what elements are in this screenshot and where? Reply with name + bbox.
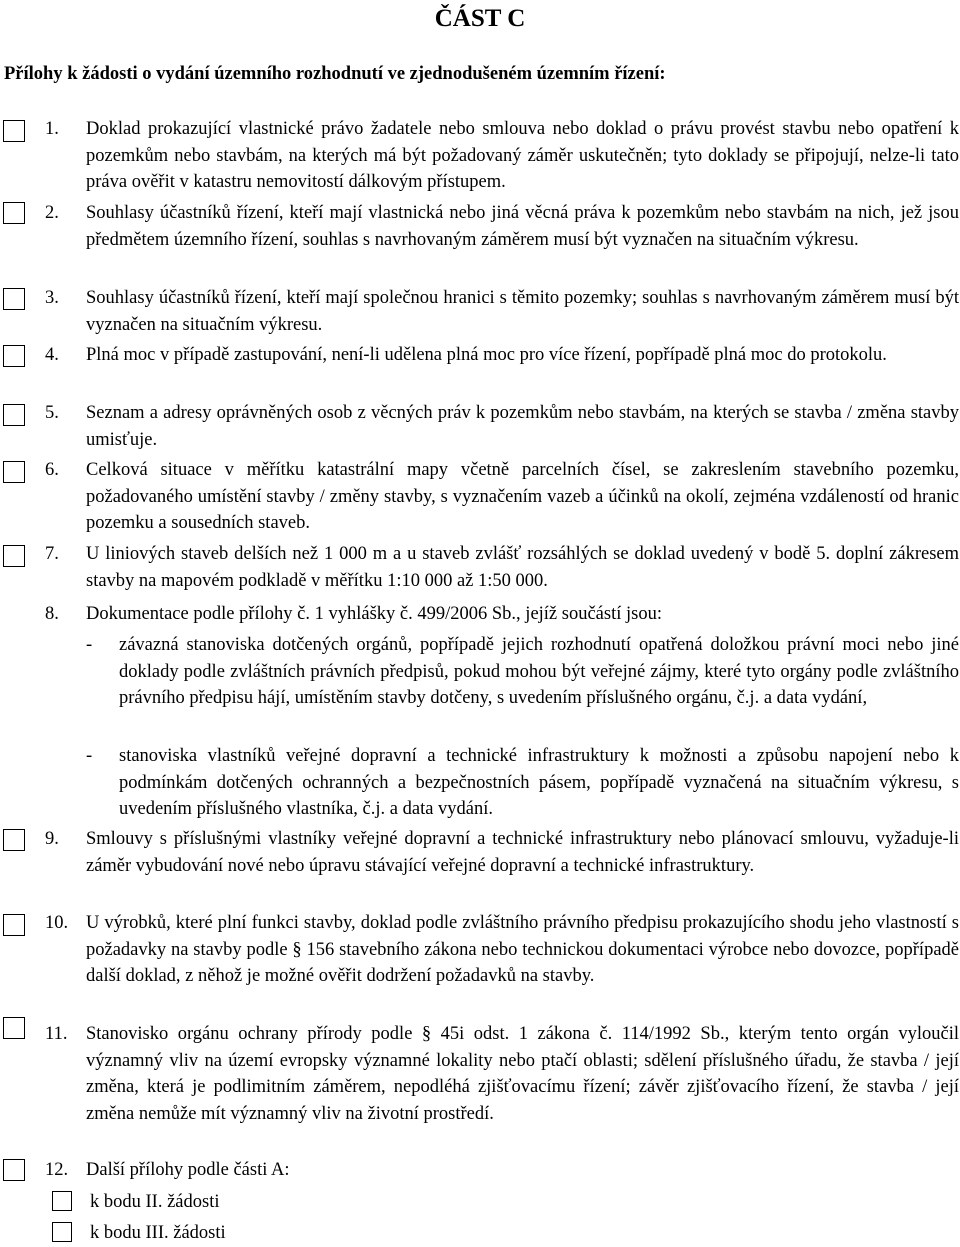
checkbox-item-10[interactable] [3,914,25,936]
item-number: 5. [45,403,59,423]
sub-item-text: stanoviska vlastníků veřejné dopravní a technické infrastruktury k možnosti a způsobu napojení nebo k podmínkám dotčených ochranných a bezpečnostních pásem, popřípadě vyznačená na situačním výkresu, s uvedením příslušného vlastníka, č.j. a data vydání. [119,746,959,819]
checkbox-item-9[interactable] [3,829,25,851]
sub-item-text: závazná stanoviska dotčených orgánů, popřípadě jejich rozhodnutí opatřená doložkou právní moci nebo jiné doklady podle zvláštních právních předpisů, pokud mohou být veřejné zájmy, které tyto orgány podle zvláštního právního předpisu hájí, umístěním stavby dotčeny, s uvedením příslušného orgánu, č.j. a data vydání, [119,635,959,708]
item-text: Dokumentace podle přílohy č. 1 vyhlášky č. 499/2006 Sb., jejíž součástí jsou: [86,604,662,624]
item-text: Další přílohy podle části A: [86,1160,290,1180]
dash-bullet: - [86,635,93,655]
item-text: Seznam a adresy oprávněných osob z věcných práv k pozemkům nebo stavbám, na kterých se stavba / změna stavby umisťuje. [86,403,959,450]
item-text: Souhlasy účastníků řízení, kteří mají společnou hranici s těmito pozemky; souhlas s navrhovaným záměrem musí být vyznačen na situačním výkresu. [86,288,959,335]
item-text: Celková situace v měřítku katastrální mapy včetně parcelních čísel, se zakreslením stavebního pozemku, požadovaného umístění stavby / změny stavby, s vyznačením vazeb a účinků na okolí, zejména vzdáleností od hranic pozemku a sousedních staveb. [86,460,959,533]
item-number: 7. [45,544,59,564]
item-number: 3. [45,288,59,308]
checkbox-item-12[interactable] [3,1159,25,1181]
item-text: U liniových staveb delších než 1 000 m a u staveb zvlášť rozsáhlých se doklad uvedený v bodě 5. doplní zákresem stavby na mapovém podkladě v měřítku 1:10 000 až 1:50 000. [86,544,959,591]
dash-bullet: - [86,746,93,766]
checkbox-bod-iii[interactable] [52,1222,72,1242]
extra-option-1 [0,1189,400,1215]
item-number: 12. [45,1160,69,1180]
extra-option-2 [0,1220,400,1246]
checkbox-item-11[interactable] [3,1017,25,1039]
item-text: Smlouvy s příslušnými vlastníky veřejné dopravní a technické infrastruktury nebo plánovací smlouvu, vyžaduje-li záměr vybudování nové nebo úpravu stávající veřejné dopravní a technické infrastruktury. [86,829,959,876]
item-text: U výrobků, které plní funkci stavby, doklad podle zvláštního právního předpisu prokazujícího shodu jeho vlastností s požadavky na stavby podle § 156 stavebního zákona nebo technickou dokumentaci výrobce nebo dovozce, popřípadě další doklad, z něhož je možné ověřit dodržení požadavků na stavby. [86,913,959,986]
item-text: Souhlasy účastníků řízení, kteří mají vlastnická nebo jiná věcná práva k pozemkům nebo stavbám na nich, jež jsou předmětem územního řízení, souhlas s navrhovaným záměrem musí být vyznačen na situačním výkresu. [86,203,959,250]
checkbox-item-1[interactable] [3,120,25,142]
checkbox-item-5[interactable] [3,404,25,426]
item-text: Plná moc v případě zastupování, není-li udělena plná moc pro více řízení, popřípadě plná moc do protokolu. [86,345,887,365]
item-number: 10. [45,913,69,933]
checkbox-bod-ii[interactable] [52,1191,72,1211]
item-number: 9. [45,829,59,849]
checkbox-item-4[interactable] [3,345,25,367]
attachments-heading: Přílohy k žádosti o vydání územního rozhodnutí ve zjednodušeném územním řízení: [4,64,666,84]
item-text: Stanovisko orgánu ochrany přírody podle § 45i odst. 1 zákona č. 114/1992 Sb., kterým tento orgán vyloučil významný vliv na území evropsky významné lokality nebo ptačí oblasti; sdělení příslušného úřadu, že stavba / její změna, která je podlimitním záměrem, nepodléhá zjišťovacímu řízení; závěr zjišťovacího řízení, že stavba / její změna nemůže mít významný vliv na životní prostředí. [86,1024,959,1124]
item-number: 4. [45,345,59,365]
checkbox-item-2[interactable] [3,202,25,224]
item-text: Doklad prokazující vlastnické právo žadatele nebo smlouva nebo doklad o právu provést stavbu nebo opatření k pozemkům nebo stavbám, na kterých má být požadovaný záměr uskutečněn; tyto doklady se připojují, nelze-li tato práva ověřit v katastru nemovitostí dálkovým přístupem. [86,119,959,192]
item-number: 6. [45,460,59,480]
item-number: 2. [45,203,59,223]
option-label: k bodu III. žádosti [90,1223,226,1243]
checkbox-item-3[interactable] [3,288,25,310]
checkbox-item-7[interactable] [3,545,25,567]
item-number: 11. [45,1024,68,1044]
item-number: 8. [45,604,59,624]
checkbox-item-6[interactable] [3,461,25,483]
option-label: k bodu II. žádosti [90,1192,220,1212]
page-title: ČÁST C [434,5,526,32]
item-number: 1. [45,119,59,139]
